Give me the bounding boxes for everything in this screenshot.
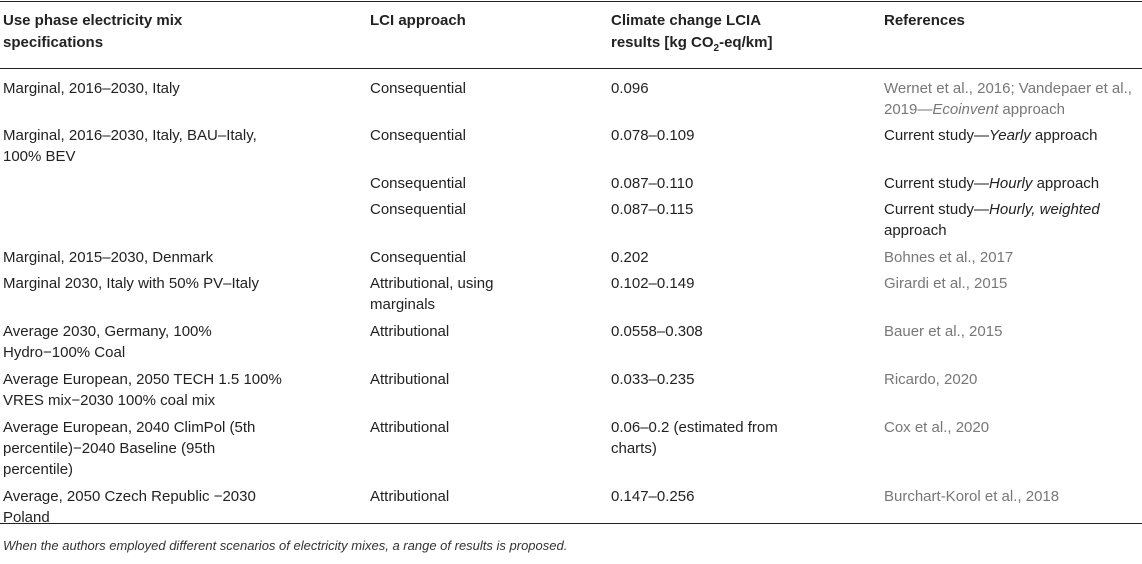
row-7-lci: Attributional	[370, 371, 450, 388]
row-4-lci: Consequential	[370, 249, 466, 266]
row-0-lci: Consequential	[370, 80, 466, 97]
row-8-mix: Average European, 2040 ClimPol (5th percentile)−2040 Baseline (95th percentile)	[3, 419, 256, 478]
header-references: References	[884, 12, 965, 29]
row-9-reference: Burchart-Korol et al., 2018	[884, 488, 1060, 505]
row-1-mix: Marginal, 2016–2030, Italy, BAU–Italy, 100% BEV	[3, 127, 257, 165]
row-9-result: 0.147–0.256	[611, 488, 695, 505]
table-header-rule	[0, 68, 1142, 69]
row-0-reference: Wernet et al., 2016; Vandepaer et al., 2019—Ecoinvent approach	[884, 80, 1132, 118]
table-bottom-rule	[0, 523, 1142, 524]
row-3-lci: Consequential	[370, 201, 466, 218]
header-lcia-line-2: results [kg $CO_2-eq/km$]	[611, 34, 773, 54]
row-1-lci: Consequential	[370, 127, 466, 144]
row-6-result: 0.0558–0.308	[611, 323, 703, 340]
header-mix-line-1: Use phase electricity mix	[3, 12, 183, 29]
row-7-reference: Ricardo, 2020	[884, 371, 978, 388]
row-5-lci: Attributional, using marginals	[370, 275, 494, 313]
row-0-result: 0.096	[611, 80, 649, 97]
row-5-mix: Marginal 2030, Italy with 50% PV–Italy	[3, 275, 259, 292]
row-2-result: 0.087–0.110	[611, 175, 694, 192]
row-7-result: 0.033–0.235	[611, 371, 695, 388]
row-9-mix: Average, 2050 Czech Republic −2030 Poland	[3, 488, 256, 526]
row-8-result: 0.06–0.2 (estimated from charts)	[611, 419, 778, 457]
row-5-result: 0.102–0.149	[611, 275, 695, 292]
header-lcia-line-1: Climate change LCIA	[611, 12, 762, 29]
row-7-mix: Average European, 2050 TECH 1.5 100% VRES mix−2030 100% coal mix	[3, 371, 282, 409]
row-6-reference: Bauer et al., 2015	[884, 323, 1003, 340]
header-lcia	[611, 10, 772, 54]
row-8-lci: Attributional	[370, 419, 450, 436]
row-4-reference: Bohnes et al., 2017	[884, 249, 1014, 266]
row-6-mix: Average 2030, Germany, 100% Hydro−100% Coal	[3, 323, 212, 361]
row-4-result: 0.202	[611, 249, 649, 266]
header-lci: LCI approach	[370, 12, 466, 29]
row-0-mix: Marginal, 2016–2030, Italy	[3, 80, 180, 97]
row-9-lci: Attributional	[370, 488, 450, 505]
table-footnote: When the authors employed different scenarios of electricity mixes, a range of results is proposed.	[3, 538, 568, 553]
row-6-lci: Attributional	[370, 323, 450, 340]
row-3-result: 0.087–0.115	[611, 201, 694, 218]
row-5-reference: Girardi et al., 2015	[884, 275, 1008, 292]
table-top-rule	[0, 1, 1142, 2]
row-1-reference: Current study—Yearly approach	[884, 127, 1098, 144]
row-4-mix: Marginal, 2015–2030, Denmark	[3, 249, 214, 266]
row-2-lci: Consequential	[370, 175, 466, 192]
row-3-reference: Current study—Hourly, weighted approach	[884, 201, 1100, 239]
row-1-result: 0.078–0.109	[611, 127, 695, 144]
header-mix-line-2: specifications	[3, 34, 104, 51]
header-mix	[3, 10, 182, 54]
row-8-reference: Cox et al., 2020	[884, 419, 990, 436]
row-2-reference: Current study—Hourly approach	[884, 175, 1100, 192]
